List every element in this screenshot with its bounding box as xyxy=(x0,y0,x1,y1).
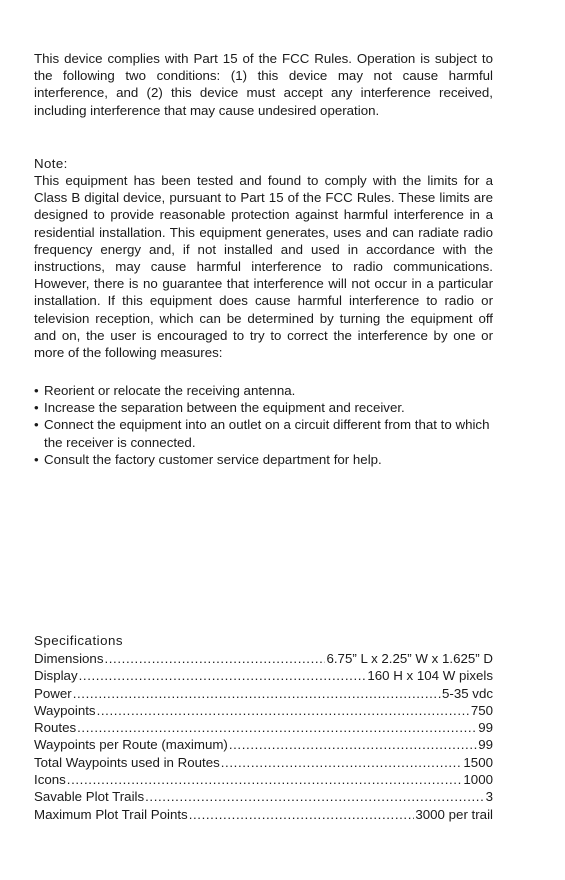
measure-text: Increase the separation between the equipment and receiver. xyxy=(44,400,405,416)
measure-item xyxy=(34,416,493,450)
measure-text: Consult the factory customer service department for help. xyxy=(44,451,382,467)
measure-text: Connect the equipment into an outlet on a circuit different from that to which the receiver is connected. xyxy=(44,417,490,450)
bullet-icon: • xyxy=(34,417,39,433)
spec-value: 1500 xyxy=(463,754,493,770)
spec-row-waypoints xyxy=(34,702,493,719)
spec-label: Display xyxy=(34,668,78,684)
spec-value: 160 H x 104 W pixels xyxy=(367,668,493,684)
bullet-icon: • xyxy=(34,383,39,398)
dot-leader xyxy=(73,685,441,702)
specifications-heading: Specifications xyxy=(34,633,124,648)
spec-value: 3000 per trail xyxy=(415,806,493,822)
dot-leader xyxy=(77,719,477,736)
spec-value: 6.75” L x 2.25” W x 1.625” D xyxy=(326,651,493,666)
spec-label: Total Waypoints used in Routes xyxy=(34,754,220,770)
spec-value: 5-35 vdc xyxy=(442,685,493,701)
bullet-icon: • xyxy=(34,400,39,416)
dot-leader xyxy=(189,806,415,823)
spec-label: Savable Plot Trails xyxy=(34,789,145,805)
spec-row-waypoints-per-route xyxy=(34,736,493,753)
spec-value: 750 xyxy=(470,702,493,718)
dot-leader xyxy=(67,771,463,788)
interference-measures-list xyxy=(34,382,493,468)
dot-leader xyxy=(97,702,470,719)
spec-row-plot-trails xyxy=(34,788,493,805)
spec-value: 99 xyxy=(478,737,493,753)
spec-label: Routes xyxy=(34,720,77,736)
measure-item xyxy=(34,451,493,468)
dot-leader xyxy=(221,754,463,771)
spec-row-plot-trail-points xyxy=(34,806,493,823)
spec-row-power xyxy=(34,685,493,702)
dot-leader xyxy=(145,788,484,805)
specifications-list xyxy=(34,650,493,823)
spec-label: Icons xyxy=(34,772,66,788)
measure-text: Reorient or relocate the receiving antenna. xyxy=(44,383,296,398)
spec-row-dimensions xyxy=(34,650,493,667)
spec-value: 3 xyxy=(485,789,493,805)
dot-leader xyxy=(229,736,477,753)
dot-leader xyxy=(104,650,325,667)
spec-value: 99 xyxy=(478,720,493,736)
spec-row-display xyxy=(34,667,493,684)
measure-item xyxy=(34,399,493,416)
spec-label: Power xyxy=(34,685,72,701)
dot-leader xyxy=(79,667,367,684)
spec-label: Dimensions xyxy=(34,651,104,666)
measure-item xyxy=(34,382,493,399)
spec-label: Maximum Plot Trail Points xyxy=(34,806,188,822)
spec-row-icons xyxy=(34,771,493,788)
spec-value: 1000 xyxy=(463,772,493,788)
spec-label: Waypoints per Route (maximum) xyxy=(34,737,228,753)
bullet-icon: • xyxy=(34,451,39,467)
spec-row-total-waypoints xyxy=(34,754,493,771)
spec-label: Waypoints xyxy=(34,702,96,718)
note-body: This equipment has been tested and found to comply with the limits for a Class B digital device, pursuant to Part 15 of the FCC Rules. These limits are designed to provide reasonable protection against harmful interference in a residential installation. This equipment generates, uses and can radiate radio frequency energy and, if not installed and used in accordance with the instructions, may cause harmful interference to radio communications. However, there is no guarantee that interference will not occur in a particular installation. If this equipment does cause harmful interference to radio or television reception, which can be determined by turning the equipment off and on, the user is encouraged to try to correct the interference by one or more of the following measures: xyxy=(34,173,493,361)
fcc-compliance-statement: This device complies with Part 15 of the FCC Rules. Operation is subject to the following two conditions: (1) this device may not cause harmful interference, and (2) this device must accept any interference received, including interference that may cause undesired operation. xyxy=(34,51,493,118)
note-label: Note: xyxy=(34,156,68,171)
spec-row-routes xyxy=(34,719,493,736)
